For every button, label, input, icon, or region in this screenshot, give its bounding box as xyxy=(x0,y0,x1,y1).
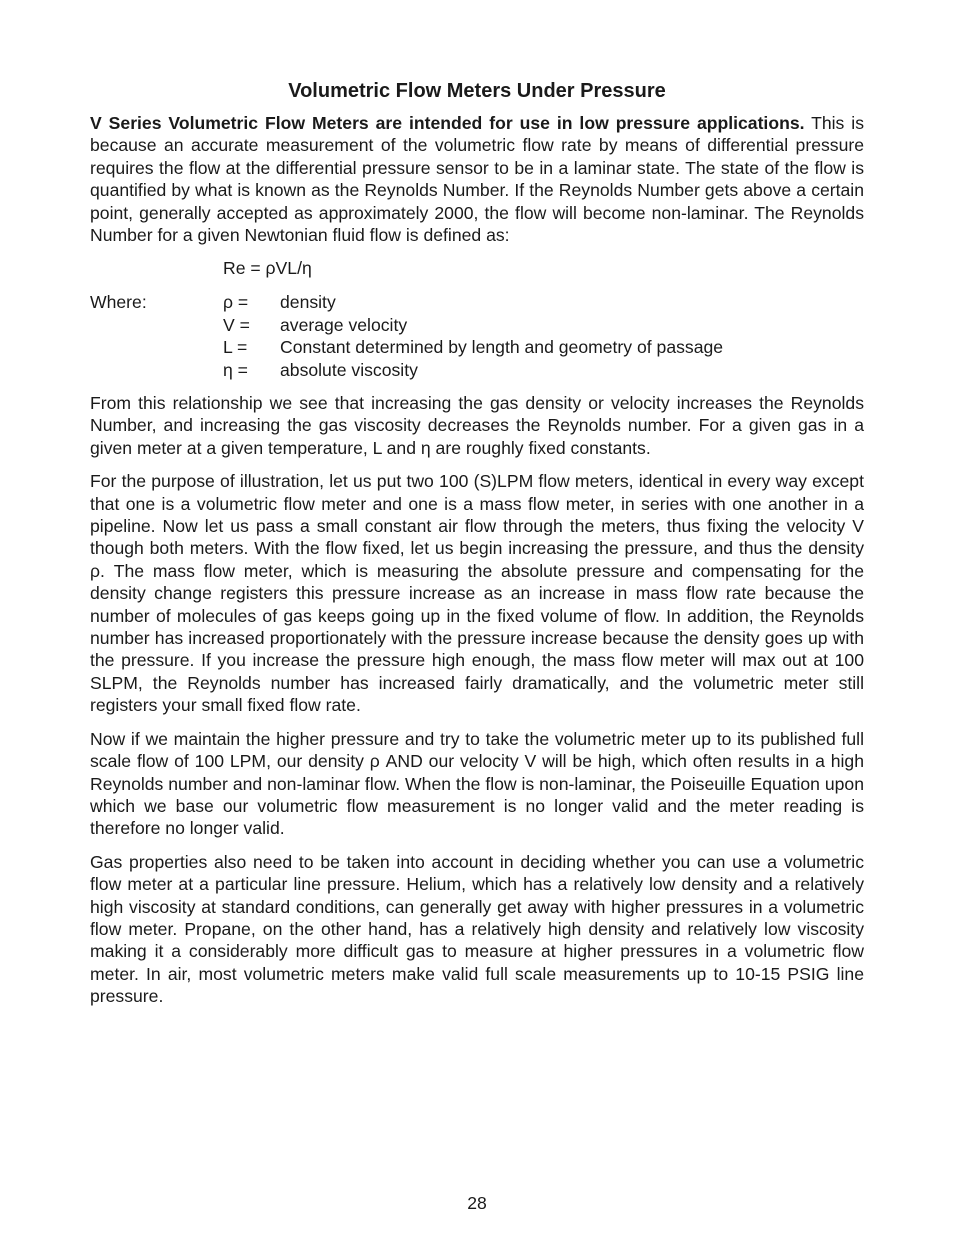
definition-symbol: L = xyxy=(223,337,248,358)
definition-text: average velocity xyxy=(280,314,408,335)
where-label: Where: xyxy=(90,292,147,313)
body-paragraph: Gas properties also need to be taken into account in deciding whether you can use a volumetric flow meter at a particular line pressure. Helium, which has a relatively low density and a relatively high viscosity at standard conditions, can generally get away with higher pressures in a volumetric flow meter. Propane, on the other hand, has a relatively high density and relatively low viscosity making it a considerably more difficult gas to measure at higher pressures in a volumetric flow meter. In air, most volumetric meters make valid full scale measurements up to 10-15 PSIG line pressure. xyxy=(90,851,864,1007)
page-number: 28 xyxy=(467,1193,487,1213)
body-paragraph: From this relationship we see that increasing the gas density or velocity increases the Reynolds Number, and increasing the gas viscosity decreases the Reynolds number. For a given gas in a given meter at a given temperature, L and η are roughly fixed constants. xyxy=(90,393,864,458)
where-definitions xyxy=(90,291,864,381)
definition-row xyxy=(90,314,864,336)
body-paragraph: For the purpose of illustration, let us put two 100 (S)LPM flow meters, identical in every way except that one is a volumetric flow meter and one is a mass flow meter, in series with one another in a pipeline. Now let us pass a small constant air flow through the meters, thus fixing the velocity V though both meters. With the flow fixed, let us begin increasing the pressure, and thus the density ρ. The mass flow meter, which is measuring the absolute pressure and compensating for the density change registers this pressure increase as an increase in mass flow rate because the number of molecules of gas keeps going up in the fixed volume of flow. In addition, the Reynolds number has increased proportionately with the pressure increase because the density goes up with the pressure. If you increase the pressure high enough, the mass flow meter will max out at 100 SLPM, the Reynolds number has increased fairly dramatically, and the volumetric meter still registers your small fixed flow rate. xyxy=(90,471,864,716)
definition-row xyxy=(90,359,864,381)
definition-text: absolute viscosity xyxy=(280,359,418,380)
body-paragraph: Now if we maintain the higher pressure and try to take the volumetric meter up to its published full scale flow of 100 LPM, our density ρ AND our velocity V will be high, which often results in a high Reynolds number and non-laminar flow. When the flow is non-laminar, the Poiseuille Equation upon which we base our volumetric flow measurement is no longer valid and the meter reading is therefore no longer valid. xyxy=(90,728,864,839)
definition-symbol: ρ = xyxy=(223,292,249,313)
page-title: Volumetric Flow Meters Under Pressure xyxy=(288,80,666,102)
definition-row xyxy=(90,336,864,358)
intro-paragraph xyxy=(90,112,864,246)
document-page xyxy=(90,78,864,1019)
definition-symbol: V = xyxy=(223,314,250,335)
definition-text: density xyxy=(280,292,336,313)
intro-bold-lead: V Series Volumetric Flow Meters are intended for use in low pressure applications. xyxy=(90,113,805,133)
definition-text: Constant determined by length and geometry of passage xyxy=(280,337,724,358)
definition-symbol: η = xyxy=(223,359,248,380)
definition-row xyxy=(90,291,864,313)
reynolds-equation: Re = ρVL/η xyxy=(223,258,312,279)
intro-text: This is because an accurate measurement of the volumetric flow rate by means of differential pressure requires the flow at the differential pressure sensor to be in a laminar state. The state of the flow is quantified by what is known as the Reynolds Number. If the Reynolds Number gets above a certain point, generally accepted as approximately 2000, the flow will become non-laminar. The Reynolds Number for a given Newtonian fluid flow is defined as: xyxy=(90,113,864,246)
